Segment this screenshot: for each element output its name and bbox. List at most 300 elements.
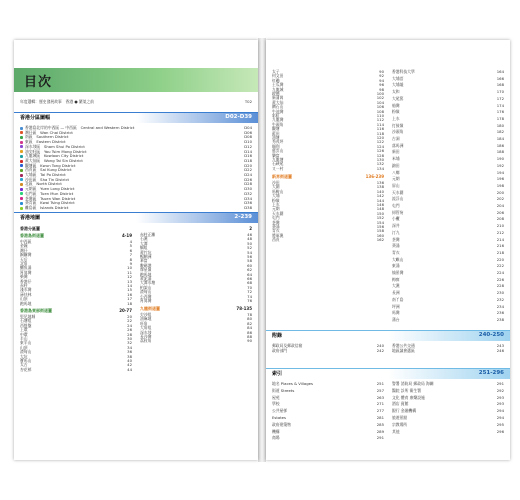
toc-row-page: 128: [376, 152, 384, 158]
right-sub: [272, 174, 384, 180]
toc-row-name: 天水圍: [392, 189, 404, 195]
toc-row[interactable]: [140, 339, 252, 343]
district-name: 油尖旺區 Yau Tsim Mong District: [25, 148, 87, 154]
district-page: D06: [244, 129, 252, 135]
toc-row[interactable]: [392, 349, 504, 353]
toc-row-name: 藍田: [272, 130, 280, 136]
toc-row[interactable]: [392, 389, 504, 393]
toc-row-name: 中西區: [20, 239, 32, 244]
toc-row[interactable]: [392, 171, 504, 175]
toc-row-page: 74: [247, 293, 252, 299]
toc-row[interactable]: [392, 278, 504, 282]
toc-row[interactable]: [392, 197, 504, 201]
district-color-icon: [20, 131, 23, 134]
toc-row-page: 162: [376, 237, 384, 243]
toc-row-page: 222: [496, 263, 504, 269]
toc-row-page: 251: [376, 381, 384, 386]
toc-row[interactable]: [392, 284, 504, 288]
toc-row-page: 136: [376, 180, 384, 185]
toc-row-name: 酒店 賓館: [392, 401, 409, 407]
maps-sub2: [20, 233, 132, 239]
toc-row-page: 110: [376, 113, 384, 118]
toc-row[interactable]: [392, 104, 504, 108]
toc-row-page: 80: [247, 316, 252, 322]
toc-row-page: 94: [379, 77, 384, 83]
toc-row-name: 黃竹坑: [140, 249, 152, 255]
toc-row[interactable]: [392, 70, 504, 74]
toc-row[interactable]: [392, 382, 504, 386]
toc-row[interactable]: [392, 117, 504, 121]
toc-row[interactable]: [272, 396, 384, 400]
toc-row-page: 68: [247, 280, 252, 286]
district-color-icon: [20, 141, 23, 144]
toc-row-page: 17: [127, 296, 132, 302]
maps-sub1: [20, 226, 252, 232]
toc-row-name: 深井: [392, 223, 400, 229]
toc-row[interactable]: [392, 258, 504, 262]
toc-row-name: 秀茂坪: [272, 139, 284, 145]
maps-sub4: [140, 306, 252, 312]
toc-row[interactable]: [392, 191, 504, 195]
toc-row-page: 296: [496, 428, 504, 434]
toc-row-page: 12: [127, 274, 132, 280]
toc-row-name: 紅磡: [272, 77, 280, 83]
district-page: D08: [244, 134, 252, 140]
toc-row-name: 柏架山: [140, 284, 152, 290]
toc-row-page: 257: [376, 387, 384, 393]
district-color-icon: [20, 174, 23, 177]
toc-row-page: 232: [496, 296, 504, 302]
toc-row[interactable]: [392, 90, 504, 94]
toc-row-name: 南丫島: [392, 296, 404, 302]
toc-row-page: 54: [247, 249, 252, 255]
toc-row-name: 上水: [272, 202, 280, 207]
toc-row-name: 鑽石山: [272, 104, 284, 110]
toc-row-page: 48: [247, 236, 252, 242]
toc-row-name: 土瓜灣: [272, 82, 284, 88]
toc-row-page: 224: [496, 270, 504, 275]
toc-row[interactable]: [392, 291, 504, 295]
toc-row[interactable]: [392, 318, 504, 322]
toc-row[interactable]: [20, 302, 132, 306]
toc-row-page: 84: [247, 325, 252, 331]
district-page: D14: [244, 148, 252, 154]
toc-row[interactable]: [392, 416, 504, 420]
toc-row-name: 寶馬山: [20, 358, 32, 363]
toc-row-name: 政府建築物: [272, 421, 291, 427]
toc-row[interactable]: [20, 368, 132, 372]
toc-row-name: 大嶼山: [392, 256, 404, 262]
toc-row-page: 234: [496, 303, 504, 309]
toc-row-name: 將軍澳: [272, 232, 284, 238]
toc-row-name: 渣甸山: [140, 289, 152, 295]
toc-row-page: 160: [376, 232, 384, 238]
toc-row-page: 60: [247, 262, 252, 268]
toc-row[interactable]: [272, 389, 384, 393]
toc-row-page: 198: [496, 182, 504, 188]
district-name: 南區 Southern District: [25, 134, 69, 140]
toc-row-name: 柴灣: [20, 274, 28, 280]
toc-row-name: 東半山: [20, 340, 32, 346]
district-name: 北區 North District: [25, 181, 62, 187]
section-districts-label: 香港分區圖幅: [20, 115, 51, 121]
toc-row-page: 140: [376, 188, 384, 194]
toc-row-page: 158: [376, 228, 384, 234]
toc-row-name: 金鐘: [20, 243, 28, 249]
toc-row-name: 郵政局及郵政信箱: [272, 343, 303, 348]
toc-row-page: 184: [496, 136, 504, 141]
toc-row-name: 西貢: [272, 237, 280, 243]
toc-row-page: 30: [127, 336, 132, 341]
toc-row[interactable]: [392, 177, 504, 181]
toc-row-page: 142: [376, 193, 384, 199]
district-color-icon: [20, 169, 23, 172]
toc-row-name: 沙田: [272, 180, 280, 185]
toc-row-page: 176: [496, 109, 504, 115]
toc-row-name: 汀九: [392, 229, 400, 235]
toc-row-page: 20: [127, 314, 132, 319]
toc-row-name: 大角咀: [140, 325, 152, 331]
toc-row-page: 154: [376, 219, 384, 225]
toc-row-name: 小西灣: [140, 293, 152, 299]
toc-row-name: 青衣: [272, 228, 280, 234]
district-row[interactable]: [25, 206, 252, 210]
maps-sub1-label: 香港分區圖: [20, 226, 40, 231]
toc-row-name: 大圍: [272, 184, 280, 190]
toc-row[interactable]: [392, 264, 504, 268]
toc-row-name: 公共屋邨: [272, 408, 288, 414]
toc-row[interactable]: [392, 402, 504, 406]
district-page: D34: [244, 195, 252, 201]
toc-row[interactable]: [392, 251, 504, 255]
toc-row[interactable]: [392, 150, 504, 154]
toc-row-page: 88: [247, 334, 252, 339]
toc-row[interactable]: [392, 238, 504, 242]
toc-row-name: 深水埗: [140, 329, 152, 335]
district-name: 觀塘區 Kwun Tong District: [25, 162, 76, 168]
toc-row[interactable]: [392, 271, 504, 275]
toc-row-name: 流浮山: [392, 196, 404, 202]
toc-row[interactable]: [392, 77, 504, 81]
district-name: 離島區 Islands District: [25, 204, 69, 210]
toc-row[interactable]: [392, 204, 504, 208]
district-page: D24: [244, 172, 252, 177]
toc-row-name: 天水圍: [272, 210, 284, 216]
toc-row[interactable]: [272, 349, 384, 353]
toc-row-page: 98: [379, 86, 384, 92]
district-name: 沙田區 Sha Tin District: [25, 176, 70, 182]
toc-row-page: 293: [496, 401, 504, 407]
toc-row[interactable]: [392, 231, 504, 235]
district-name: 東區 Eastern District: [25, 139, 66, 145]
toc-row[interactable]: [392, 137, 504, 141]
toc-row-name: 荃灣: [272, 219, 280, 225]
toc-row[interactable]: [392, 157, 504, 161]
toc-row-name: 元朗: [392, 176, 400, 182]
section-appendix-label: 附錄: [272, 333, 283, 339]
section-appendix-pages: 240-250: [478, 332, 504, 338]
toc-row-name: 天后: [20, 256, 28, 262]
toc-row-name: 小欖: [392, 216, 400, 222]
toc-row-page: 15: [127, 287, 132, 293]
toc-row-name: 牛頭角: [272, 121, 284, 127]
toc-row-page: 164: [496, 69, 504, 74]
toc-row-name: 觀塘: [272, 126, 280, 132]
toc-row-name: 慈雲山: [272, 148, 284, 154]
district-page: D36: [244, 200, 252, 206]
section-appendix: [266, 330, 510, 341]
toc-row-page: 281: [376, 415, 384, 420]
toc-row-name: 石硤尾: [272, 161, 284, 167]
toc-row-page: 174: [496, 102, 504, 108]
toc-row-page: 246: [496, 348, 504, 353]
toc-row-page: 56: [247, 254, 252, 259]
toc-row-page: 226: [496, 276, 504, 282]
toc-row-page: 208: [496, 216, 504, 222]
toc-row-page: 243: [496, 343, 504, 348]
toc-row-page: 292: [496, 387, 504, 393]
toc-row-page: 92: [379, 73, 384, 79]
toc-row[interactable]: [392, 224, 504, 228]
toc-row[interactable]: [272, 238, 384, 242]
toc-row[interactable]: [272, 382, 384, 386]
toc-row-page: 90: [379, 69, 384, 74]
toc-row-name: 旺角: [140, 320, 148, 326]
toc-row-name: 黃大仙: [272, 99, 284, 105]
toc-row-page: 40: [127, 358, 132, 363]
toc-row-name: 大潭水塘: [140, 280, 156, 286]
toc-row[interactable]: [392, 130, 504, 134]
district-color-icon: [20, 202, 23, 205]
toc-row-name: 大坑: [20, 353, 28, 359]
toc-row-page: 70: [247, 284, 252, 290]
toc-row[interactable]: [392, 124, 504, 128]
toc-row-page: 291: [376, 435, 384, 441]
district-name: 黃大仙區 Wong Tai Sin District: [25, 157, 83, 163]
toc-row[interactable]: [392, 409, 504, 413]
toc-row-page: 78: [247, 312, 252, 317]
intro-page: T02: [244, 99, 252, 104]
toc-row-page: 294: [496, 415, 504, 420]
toc-row-page: 4: [129, 239, 132, 244]
district-color-icon: [20, 164, 23, 167]
toc-row-name: 馬鞍山: [272, 188, 284, 194]
toc-row-page: 100: [376, 91, 384, 96]
toc-row-name: 上環: [20, 327, 28, 333]
toc-row-name: 太古: [20, 362, 28, 368]
toc-row-page: 144: [376, 197, 384, 203]
toc-row-page: 132: [376, 161, 384, 167]
toc-row-page: 289: [376, 428, 384, 434]
toc-row-name: 香港仔: [20, 278, 32, 284]
toc-row-name: 荃灣: [392, 236, 400, 242]
toc-row-name: 啟德: [272, 91, 280, 96]
toc-row-page: 152: [376, 215, 384, 221]
toc-row-name: 北角: [20, 261, 28, 266]
toc-row-page: 64: [247, 271, 252, 277]
toc-row-page: 190: [496, 156, 504, 162]
district-page: D26: [244, 176, 252, 182]
toc-row-page: 120: [376, 135, 384, 140]
toc-row[interactable]: [392, 423, 504, 427]
district-name: 葵青區 Kwai Tsing District: [25, 200, 75, 206]
toc-row-page: 238: [496, 316, 504, 322]
toc-row-name: 文化 體育 康樂設施: [392, 394, 425, 400]
toc-row-name: 旅遊景點: [392, 415, 408, 420]
toc-row[interactable]: [392, 217, 504, 221]
toc-row[interactable]: [392, 164, 504, 168]
toc-row-page: 24: [127, 322, 132, 328]
toc-row-name: 摩星嶺: [140, 267, 152, 273]
toc-row-name: 牛池灣: [272, 108, 284, 114]
district-name: 大埔區 Tai Po District: [25, 172, 66, 177]
toc-row-name: 赤柱: [20, 283, 28, 288]
toc-row-page: 96: [379, 82, 384, 88]
toc-row-name: 掃管笏: [392, 209, 404, 215]
toc-row-page: 72: [247, 289, 252, 295]
toc-row-page: 8: [129, 256, 132, 262]
toc-row-page: 52: [247, 245, 252, 251]
district-color-icon: [20, 127, 23, 130]
toc-row[interactable]: [272, 416, 384, 420]
section-maps: [14, 212, 258, 223]
district-page: D10: [244, 139, 252, 145]
toc-row-name: 赤柱正灘: [140, 232, 156, 237]
toc-row[interactable]: [392, 396, 504, 400]
toc-row-page: 28: [127, 331, 132, 337]
toc-row-page: 150: [376, 210, 384, 216]
toc-row-page: 36: [127, 349, 132, 355]
toc-row-name: 長洲: [392, 290, 400, 296]
toc-row[interactable]: [392, 211, 504, 215]
district-page: D22: [244, 167, 252, 173]
toc-row-page: 82: [247, 320, 252, 326]
maps-sub4-label: 九龍街道圖: [140, 306, 160, 311]
toc-row-page: 124: [376, 143, 384, 149]
toc-row-name: 油麻地: [140, 316, 152, 322]
toc-row-name: 葵涌: [272, 224, 280, 229]
toc-row-page: 134: [376, 165, 384, 171]
right-page: [266, 40, 510, 460]
toc-row-name: 沙頭角: [392, 129, 404, 135]
toc-row-page: 38: [127, 353, 132, 359]
toc-row-name: 粉嶺: [392, 109, 400, 115]
toc-row-name: 屯門: [392, 203, 400, 208]
toc-row[interactable]: [272, 402, 384, 406]
toc-row-page: 200: [496, 189, 504, 195]
toc-row-page: 196: [496, 176, 504, 182]
maps-sub2-label: 香港島街道圖: [20, 233, 44, 238]
toc-row-name: 山頂: [20, 296, 28, 302]
toc-row-name: 銅鑼灣: [20, 252, 32, 258]
toc-row-name: 坪洲: [392, 303, 400, 309]
toc-row-page: 228: [496, 283, 504, 289]
toc-row-name: 數碼港: [140, 262, 152, 268]
toc-row-page: 188: [496, 149, 504, 155]
toc-row[interactable]: [272, 167, 384, 171]
toc-row-page: 10: [127, 265, 132, 271]
toc-row[interactable]: [140, 299, 252, 303]
toc-row[interactable]: [272, 409, 384, 413]
toc-row[interactable]: [392, 311, 504, 315]
toc-row-name: 梅窩: [392, 276, 400, 282]
toc-row-name: 機構: [272, 428, 280, 434]
toc-row[interactable]: [392, 298, 504, 302]
toc-row[interactable]: [272, 436, 384, 440]
toc-row-name: 船灣: [392, 102, 400, 108]
district-page: D20: [244, 162, 252, 168]
toc-row-name: 新蒲崗: [272, 95, 284, 101]
intro-text: 年度選輯：歷史發展故事 香港 ● 繁榮之前: [20, 99, 95, 104]
toc-row[interactable]: [272, 430, 384, 434]
toc-row-page: 194: [496, 169, 504, 175]
toc-row[interactable]: [392, 244, 504, 248]
toc-row-page: 34: [127, 344, 132, 350]
toc-row[interactable]: [392, 97, 504, 101]
district-color-icon: [20, 155, 23, 158]
district-page: D12: [244, 143, 252, 149]
toc-row-name: 馬灣: [392, 310, 400, 316]
maps-sub1-page: 2: [249, 226, 252, 231]
page-title: 目次: [24, 75, 53, 90]
toc-row-page: 58: [247, 258, 252, 264]
section-index-label: 索引: [272, 371, 283, 377]
toc-row-name: 錦田: [392, 162, 400, 168]
section-index-pages: 251-296: [478, 370, 504, 376]
toc-row-page: 242: [376, 348, 384, 353]
toc-row[interactable]: [392, 305, 504, 309]
toc-row[interactable]: [272, 423, 384, 427]
district-page: D04: [244, 125, 252, 130]
toc-row-page: 212: [496, 229, 504, 235]
toc-row-name: 華富: [140, 258, 148, 264]
section-index: [266, 368, 510, 379]
toc-row[interactable]: [392, 430, 504, 434]
toc-row[interactable]: [392, 110, 504, 114]
toc-row-name: 屋苑: [272, 394, 280, 400]
toc-row-page: 277: [376, 408, 384, 414]
district-name: 荃灣區 Tsuen Wan District: [25, 195, 76, 201]
toc-row-page: 202: [496, 196, 504, 202]
toc-row[interactable]: [392, 83, 504, 87]
toc-row-name: 屯門: [272, 215, 280, 221]
toc-row-name: 灣仔: [20, 247, 28, 253]
toc-row-page: 62: [247, 267, 252, 273]
toc-row-name: 米埔: [392, 156, 400, 162]
toc-row-page: 168: [496, 82, 504, 88]
toc-row-page: 180: [496, 122, 504, 128]
toc-row[interactable]: [392, 184, 504, 188]
toc-row-page: 220: [496, 256, 504, 262]
toc-row-name: 筲箕灣: [20, 269, 32, 275]
district-name: 西貢區 Sai Kung District: [25, 167, 72, 173]
toc-row-name: 薄扶林: [20, 291, 32, 297]
toc-row-page: 13: [127, 278, 132, 284]
toc-row-page: 192: [496, 162, 504, 168]
toc-row[interactable]: [272, 344, 384, 348]
toc-row-page: 7: [129, 252, 132, 258]
toc-row-page: 104: [376, 99, 384, 105]
toc-row-name: 大埔: [272, 193, 280, 199]
toc-row-name: 大澳: [392, 283, 400, 289]
toc-row-name: 大埔墟: [392, 82, 404, 88]
toc-row-name: 警署 消防局 郵政局 海關: [392, 381, 434, 386]
toc-row-name: 荔枝角: [140, 338, 152, 344]
toc-row-name: Estates: [272, 415, 286, 420]
toc-row[interactable]: [392, 144, 504, 148]
toc-row-page: 285: [376, 421, 384, 427]
toc-row-name: 筲箕灣: [140, 298, 152, 303]
